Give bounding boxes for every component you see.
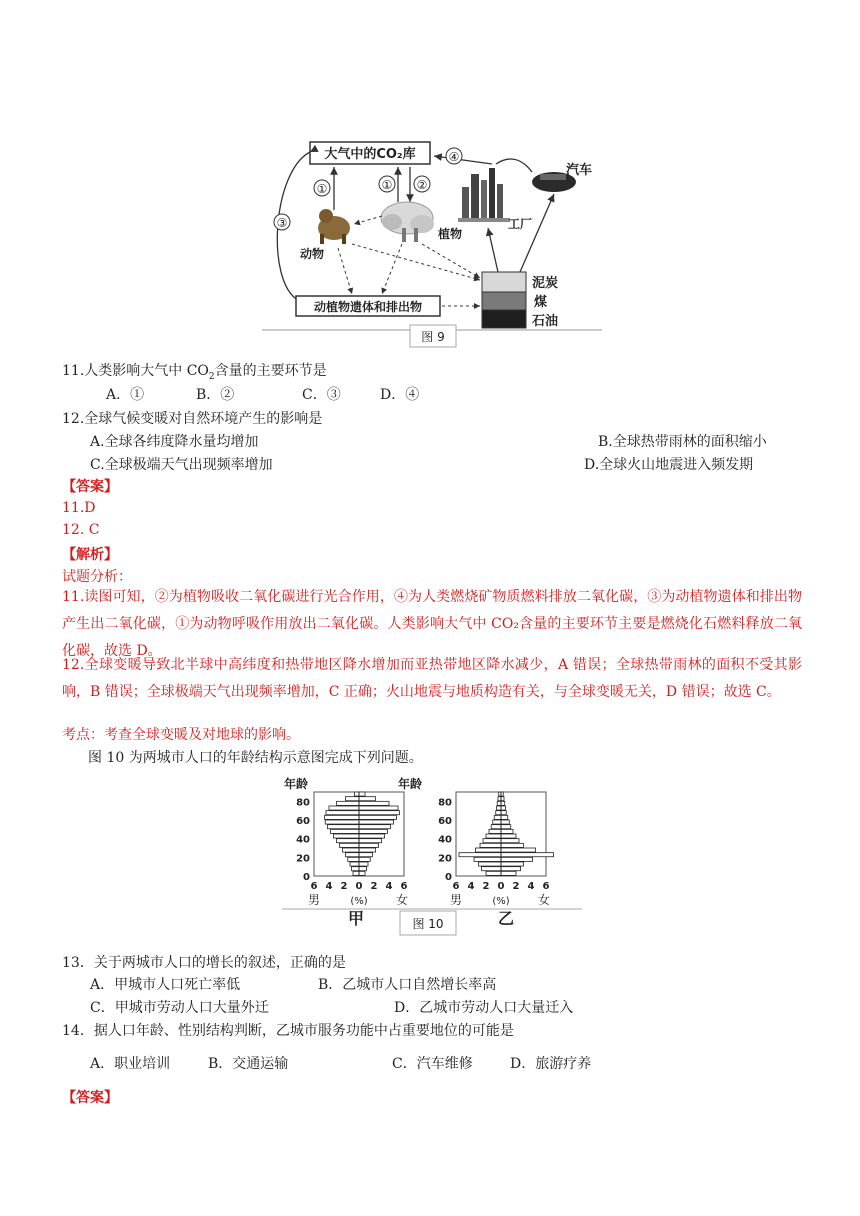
bar-female-0-7 bbox=[359, 839, 382, 843]
oil-label: 石油 bbox=[532, 314, 559, 329]
bar-female-0-15 bbox=[359, 801, 389, 805]
bar-female-1-11 bbox=[501, 820, 509, 824]
bar-male-0-0 bbox=[353, 871, 359, 875]
q14-option-b: B．交通运输 bbox=[208, 1056, 289, 1072]
q12-option-b: B.全球热带雨林的面积缩小 bbox=[598, 434, 767, 450]
bar-male-1-2 bbox=[479, 862, 502, 866]
y-tick-0-0: 80 bbox=[296, 797, 310, 809]
bar-female-0-17 bbox=[359, 792, 365, 796]
q11-option-a: A．① bbox=[106, 387, 145, 403]
bar-female-0-12 bbox=[359, 815, 397, 819]
analysis-label: 【解析】 bbox=[62, 547, 118, 563]
coal-label: 煤 bbox=[534, 295, 548, 310]
bar-male-0-1 bbox=[352, 867, 360, 871]
x-tick-1-5: 4 bbox=[527, 881, 535, 892]
bar-female-1-3 bbox=[501, 857, 533, 861]
answer-12: 12. C bbox=[62, 522, 100, 538]
male-label-1: 男 bbox=[450, 893, 463, 907]
city-b-label: 乙 bbox=[497, 909, 515, 928]
bar-male-0-5 bbox=[343, 848, 360, 852]
q13-option-d: D．乙城市劳动人口大量迁入 bbox=[394, 1000, 574, 1016]
male-label-0: 男 bbox=[308, 893, 321, 907]
figure-9-carbon-cycle bbox=[262, 132, 602, 350]
label-3: ③ bbox=[276, 216, 288, 230]
bar-male-0-4 bbox=[346, 853, 360, 857]
bar-male-0-9 bbox=[331, 829, 360, 833]
female-label-1: 女 bbox=[538, 893, 551, 907]
bar-male-1-1 bbox=[482, 867, 502, 871]
bar-male-0-2 bbox=[350, 862, 359, 866]
plant-label: 植物 bbox=[438, 227, 463, 241]
bar-male-0-16 bbox=[346, 797, 360, 801]
y-tick-1-3: 20 bbox=[438, 853, 452, 865]
y-tick-1-0: 80 bbox=[438, 797, 452, 809]
bar-female-1-7 bbox=[501, 839, 519, 843]
bar-male-0-15 bbox=[337, 801, 360, 805]
bar-male-1-0 bbox=[486, 871, 501, 875]
x-tick-1-6: 6 bbox=[542, 881, 550, 892]
q11-option-c: C．③ bbox=[302, 387, 341, 403]
q13-option-c: C．甲城市劳动人口大量外迁 bbox=[90, 1000, 269, 1016]
x-tick-1-4: 2 bbox=[512, 881, 520, 892]
q13-option-a: A．甲城市人口死亡率低 bbox=[90, 977, 241, 993]
answer-11: 11.D bbox=[62, 500, 96, 516]
bar-female-1-1 bbox=[501, 867, 521, 871]
label-1-plant: ① bbox=[381, 178, 393, 192]
bar-female-1-15 bbox=[501, 801, 505, 805]
q12-stem: 12.全球气候变暖对自然环境产生的影响是 bbox=[62, 411, 323, 427]
q11-option-b: B．② bbox=[196, 387, 235, 403]
bar-female-1-4 bbox=[501, 853, 554, 857]
q14-option-d: D．旅游疗养 bbox=[510, 1056, 592, 1072]
bar-male-0-3 bbox=[348, 857, 359, 861]
peat-layer bbox=[482, 272, 526, 292]
bar-female-0-4 bbox=[359, 853, 373, 857]
city-a-label: 甲 bbox=[347, 909, 365, 928]
x-tick-1-1: 4 bbox=[467, 881, 475, 892]
q11-option-d: D．④ bbox=[380, 387, 420, 403]
bar-male-1-4 bbox=[459, 853, 501, 857]
bar-female-0-5 bbox=[359, 848, 376, 852]
bar-male-1-6 bbox=[480, 843, 501, 847]
figure-10-population-pyramids bbox=[282, 772, 582, 942]
bar-male-1-5 bbox=[476, 848, 502, 852]
bar-female-0-9 bbox=[359, 829, 388, 833]
x-tick-0-2: 2 bbox=[340, 881, 348, 892]
bar-male-1-15 bbox=[497, 801, 501, 805]
bar-male-1-11 bbox=[493, 820, 501, 824]
oil-layer bbox=[482, 310, 526, 328]
bar-female-1-9 bbox=[501, 829, 513, 833]
bar-female-1-14 bbox=[501, 806, 506, 810]
label-1-animal: ① bbox=[316, 182, 328, 196]
explanation-11: 11.读图可知，②为植物吸收二氧化碳进行光合作用，④为人类燃烧矿物质燃料排放二氧化碳，③为动植物遗体和排出物产生出二氧化碳，①为动物呼吸作用放出二氧化碳。人类影响大气中 CO₂含量的主要环节主要是燃烧化石燃料释放二氧化碳，故选 D。 bbox=[62, 589, 802, 659]
bar-female-1-13 bbox=[501, 811, 506, 815]
bar-male-0-10 bbox=[328, 825, 360, 829]
fig9-caption: 图 9 bbox=[421, 330, 445, 344]
bar-male-0-17 bbox=[355, 792, 360, 796]
fig10-intro: 图 10 为两城市人口的年龄结构示意图完成下列问题。 bbox=[88, 750, 423, 766]
bar-female-1-0 bbox=[501, 871, 516, 875]
bar-male-0-13 bbox=[326, 811, 359, 815]
q13-option-b: B．乙城市人口自然增长率高 bbox=[318, 977, 497, 993]
bar-male-0-6 bbox=[340, 843, 360, 847]
bar-female-1-10 bbox=[501, 825, 511, 829]
x-tick-0-4: 2 bbox=[370, 881, 378, 892]
bar-female-0-10 bbox=[359, 825, 391, 829]
bar-male-0-8 bbox=[334, 834, 360, 838]
bar-male-0-12 bbox=[325, 815, 360, 819]
bar-male-0-14 bbox=[329, 806, 359, 810]
bar-female-1-5 bbox=[501, 848, 536, 852]
bar-male-1-9 bbox=[489, 829, 501, 833]
x-tick-1-3: 0 bbox=[497, 881, 505, 892]
x-tick-1-0: 6 bbox=[452, 881, 460, 892]
q13-stem: 13．关于两城市人口的增长的叙述，正确的是 bbox=[62, 955, 346, 971]
coal-layer bbox=[482, 292, 526, 310]
pyramid-b bbox=[438, 792, 553, 907]
x-tick-0-3: 0 bbox=[355, 881, 363, 892]
bar-female-0-0 bbox=[359, 871, 365, 875]
bar-male-0-11 bbox=[325, 820, 359, 824]
x-tick-0-5: 4 bbox=[385, 881, 393, 892]
bar-female-0-2 bbox=[359, 862, 368, 866]
kaodian: 考点：考查全球变暖及对地球的影响。 bbox=[62, 727, 300, 743]
q12-option-d: D.全球火山地震进入频发期 bbox=[584, 457, 754, 473]
y-tick-1-2: 40 bbox=[438, 834, 452, 846]
pyramid-a bbox=[296, 792, 408, 907]
remains-label: 动植物遗体和排出物 bbox=[313, 300, 423, 314]
unit-label-1: (%) bbox=[492, 896, 510, 907]
analysis-intro: 试题分析： bbox=[62, 569, 132, 585]
bar-female-1-6 bbox=[501, 843, 524, 847]
female-label-0: 女 bbox=[396, 893, 409, 907]
bar-male-1-14 bbox=[497, 806, 502, 810]
tiger-icon bbox=[318, 209, 350, 244]
y-tick-0-2: 40 bbox=[296, 834, 310, 846]
x-tick-0-1: 4 bbox=[325, 881, 333, 892]
bar-female-0-14 bbox=[359, 806, 398, 810]
bar-female-0-6 bbox=[359, 843, 379, 847]
q11-stem: 11.人类影响大气中 $CO_2$含量的主要环节是 bbox=[62, 363, 327, 382]
bar-male-1-3 bbox=[474, 857, 501, 861]
x-tick-0-6: 6 bbox=[400, 881, 408, 892]
peat-label: 泥炭 bbox=[532, 276, 559, 291]
bar-male-1-7 bbox=[483, 839, 501, 843]
bar-female-0-13 bbox=[359, 811, 400, 815]
y-tick-0-1: 60 bbox=[296, 816, 310, 827]
bar-female-1-8 bbox=[501, 834, 516, 838]
co2-pool-label: 大气中的CO₂库 bbox=[324, 147, 416, 162]
answer-label-2: 【答案】 bbox=[62, 1090, 118, 1106]
bar-male-1-12 bbox=[494, 815, 501, 819]
age-label-b: 年龄 bbox=[398, 777, 423, 791]
bar-female-0-11 bbox=[359, 820, 394, 824]
bar-male-0-7 bbox=[337, 839, 360, 843]
y-tick-0-3: 20 bbox=[296, 853, 310, 865]
bar-female-1-12 bbox=[501, 815, 508, 819]
bar-female-0-3 bbox=[359, 857, 370, 861]
q12-option-c: C.全球极端天气出现频率增加 bbox=[90, 457, 273, 473]
bar-male-1-8 bbox=[486, 834, 501, 838]
bar-female-1-2 bbox=[501, 862, 524, 866]
explanation-12: 12.全球变暖导致北半球中高纬度和热带地区降水增加而亚热带地区降水减少，A 错误；全球热带雨林的面积不受其影响，B 错误；全球极端天气出现频率增加，C 正确；火山地震与地质构造有关，与全球变暖无关，D 错误；故选 C。 bbox=[62, 657, 802, 700]
unit-label-0: (%) bbox=[350, 896, 368, 907]
y-tick-1-1: 60 bbox=[438, 816, 452, 827]
bar-male-1-10 bbox=[491, 825, 501, 829]
q14-option-c: C．汽车维修 bbox=[392, 1056, 473, 1072]
age-label-a: 年龄 bbox=[284, 777, 309, 791]
fig10-caption: 图 10 bbox=[412, 917, 444, 931]
car-label: 汽车 bbox=[566, 163, 593, 178]
factory-label: 工厂 bbox=[508, 217, 533, 231]
bar-female-0-8 bbox=[359, 834, 385, 838]
bar-male-1-13 bbox=[496, 811, 501, 815]
animal-label: 动物 bbox=[300, 247, 325, 261]
plant-icon bbox=[381, 202, 434, 242]
bar-female-0-16 bbox=[359, 797, 376, 801]
label-2: ② bbox=[416, 178, 428, 192]
y-tick-1-4: 0 bbox=[445, 872, 452, 883]
x-tick-0-0: 6 bbox=[310, 881, 318, 892]
q14-option-a: A．职业培训 bbox=[90, 1056, 171, 1072]
label-4-top: ④ bbox=[448, 150, 460, 164]
factory-icon bbox=[458, 168, 510, 222]
bar-female-0-1 bbox=[359, 867, 367, 871]
y-tick-0-4: 0 bbox=[303, 872, 310, 883]
q12-option-a: A.全球各纬度降水量均增加 bbox=[90, 434, 259, 450]
q14-stem: 14．据人口年龄、性别结构判断，乙城市服务功能中占重要地位的可能是 bbox=[62, 1023, 514, 1039]
x-tick-1-2: 2 bbox=[482, 881, 490, 892]
answer-label: 【答案】 bbox=[62, 479, 118, 495]
